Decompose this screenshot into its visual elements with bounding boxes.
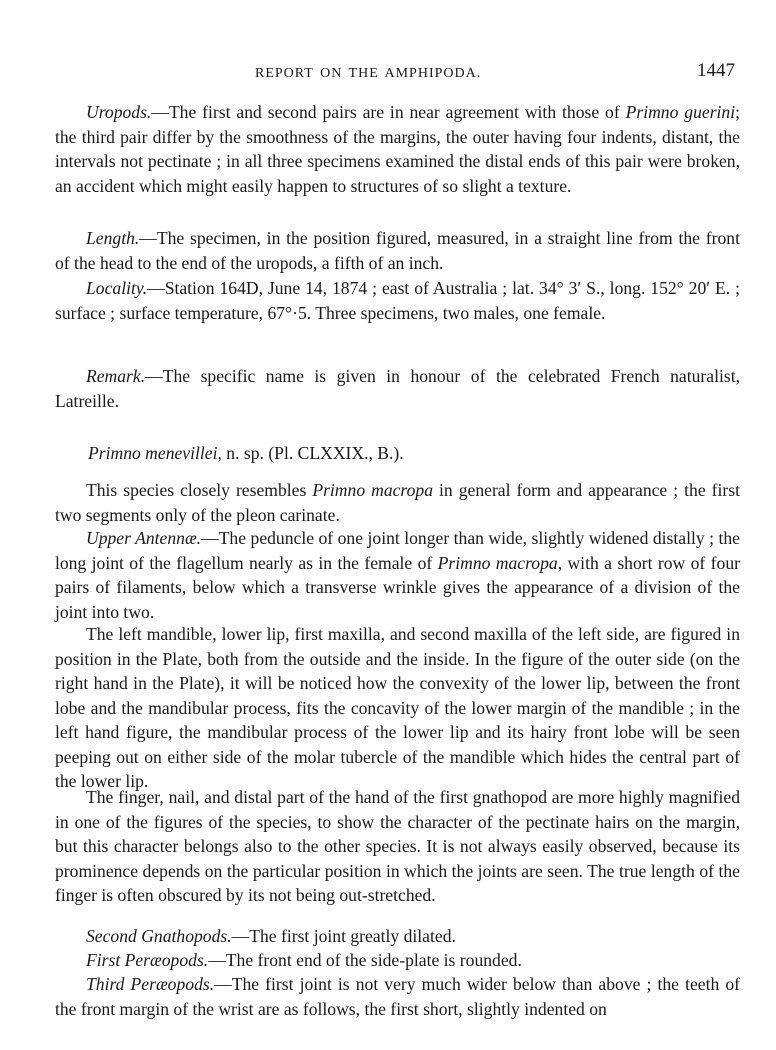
paragraph-uropods: Uropods.—The first and second pairs are in near agreement with those of Primno guerini; the third pair differ by the smoothness of the margins, the outer having four indents, distant, the intervals not pectinate ; in all three specimens examined the distal ends of this pair were broken, an accident which might easily happen to structures of so slight a texture. bbox=[55, 102, 740, 196]
heading-third-peraeopods: Third Peræopods. bbox=[86, 974, 215, 994]
running-title: REPORT ON THE AMPHIPODA. bbox=[255, 66, 482, 81]
page-number: 1447 bbox=[697, 60, 735, 81]
species-name: Primno guerini bbox=[625, 102, 736, 122]
section-species-name: Primno menevillei bbox=[88, 443, 218, 463]
heading-first-peraeopods: First Peræopods. bbox=[86, 950, 209, 970]
heading-upper-antennae: Upper Antennæ. bbox=[86, 528, 202, 548]
paragraph-upper-antennae: Upper Antennæ.—The peduncle of one joint longer than wide, slightly widened distally ; the long joint of the flagellum nearly as in the female of Primno macropa, with a short row of four pairs of filaments, below which a transverse wrinkle gives the appearance of a division of the joint into two. bbox=[55, 528, 740, 622]
heading-remark: Remark. bbox=[86, 366, 146, 386]
paragraph-second-gnathopods: Second Gnathopods.—The first joint greatly dilated. bbox=[86, 926, 456, 946]
heading-uropods: Uropods. bbox=[86, 102, 152, 122]
paragraph-first-peraeopods: First Peræopods.—The front end of the side-plate is rounded. bbox=[86, 950, 522, 970]
paragraph-locality: Locality.—Station 164D, June 14, 1874 ; east of Australia ; lat. 34° 3′ S., long. 152° 20′ E. ; surface ; surface temperature, 67°·5. Three specimens, two males, one female. bbox=[55, 278, 740, 323]
page-header bbox=[0, 58, 776, 86]
paragraph-mandible: The left mandible, lower lip, first maxilla, and second maxilla of the left side, are figured in position in the Plate, both from the outside and the inside. In the figure of the outer side (on the right hand in the Plate), it will be noticed how the convexity of the lower lip, between the front lobe and the mandibular process, fits the concavity of the lower margin of the mandible ; in the left hand figure, the mandibular process of the lower lip and its hairy front lobe will be seen peeping out on either side of the molar tubercle of the mandible which hides the central part of the lower lip. bbox=[55, 624, 740, 791]
heading-second-gnathopods: Second Gnathopods. bbox=[86, 926, 232, 946]
species-name: Primno macropa bbox=[437, 552, 558, 573]
paragraph-length: Length.—The specimen, in the position figured, measured, in a straight line from the front of the head to the end of the uropods, a fifth of an inch. bbox=[55, 228, 740, 273]
paragraph-finger: The finger, nail, and distal part of the hand of the first gnathopod are more highly magnified in one of the figures of the species, to show the character of the pectinate hairs on the margin, but this character belongs also to the other species. It is not always easily observed, because its prominence depends on the particular position in which the joints are seen. The true length of the finger is often obscured by its not being out-stretched. bbox=[55, 787, 740, 905]
heading-length: Length. bbox=[86, 228, 140, 248]
paragraph-remark: Remark.—The specific name is given in honour of the celebrated French naturalist, Latreille. bbox=[55, 366, 740, 411]
paragraph-intro: This species closely resembles Primno macropa in general form and appearance ; the first two segments only of the pleon carinate. bbox=[55, 480, 741, 525]
heading-locality: Locality. bbox=[86, 278, 148, 298]
species-name: Primno macropa bbox=[312, 480, 434, 500]
section-title: Primno menevillei, n. sp. (Pl. CLXXIX., B.). bbox=[88, 443, 404, 463]
paragraph-third-peraeopods: Third Peræopods.—The first joint is not very much wider below than above ; the teeth of the front margin of the wrist are as follows, the first short, slightly indented on bbox=[55, 974, 740, 1019]
